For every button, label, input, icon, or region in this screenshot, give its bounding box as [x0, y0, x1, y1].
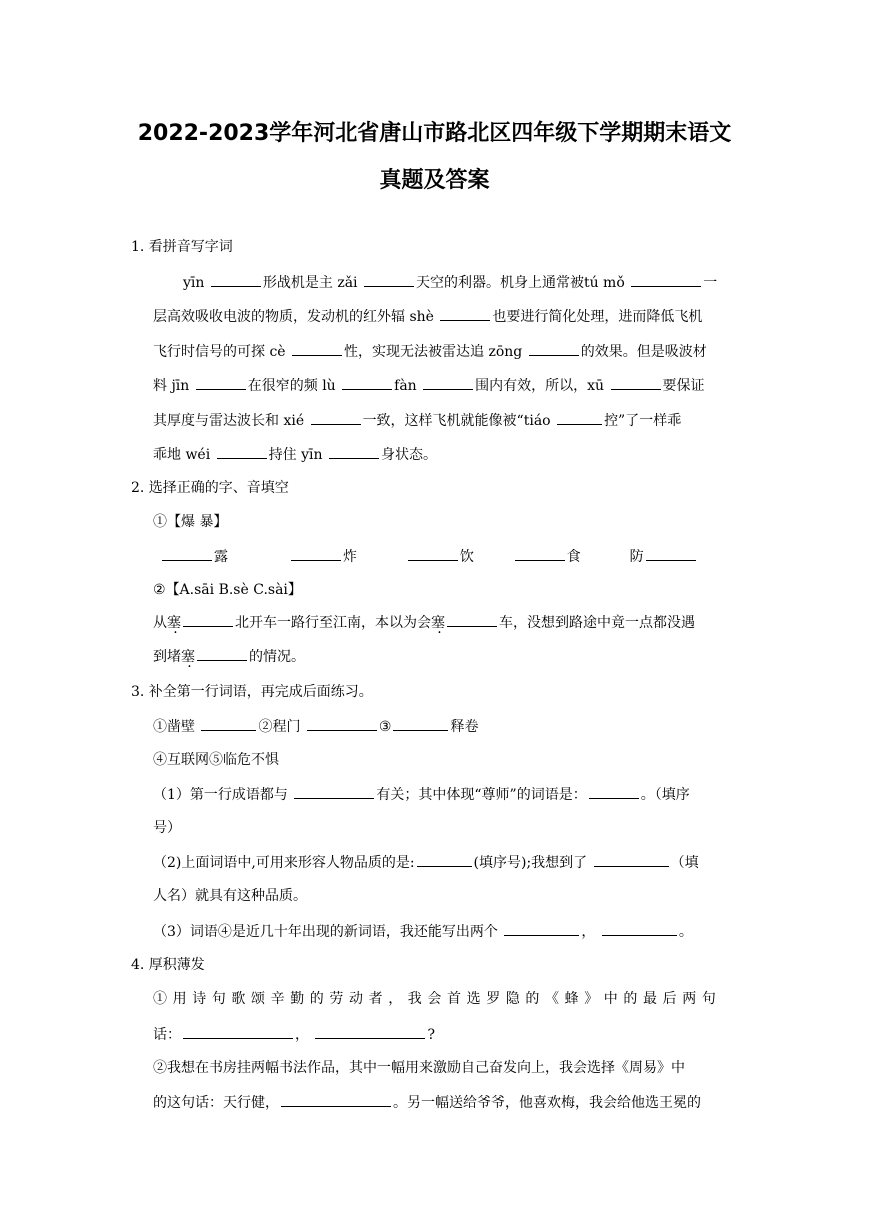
- answer-blank[interactable]: [311, 410, 361, 425]
- q3-part2-cont: 人名）就具有这种品质。: [153, 888, 307, 904]
- answer-blank[interactable]: [329, 444, 379, 459]
- answer-blank[interactable]: [183, 612, 233, 627]
- answer-blank[interactable]: [393, 716, 448, 731]
- q1-line3: 飞行时信号的可探 cè 性，实现无法被雷达追 zōng 的效果。但是吸波材: [153, 341, 707, 362]
- answer-blank[interactable]: [631, 272, 701, 287]
- q4-part1-cont: 话： ， ?: [153, 1024, 435, 1045]
- answer-blank[interactable]: [315, 1024, 425, 1039]
- q1-line2: 层高效吸收电波的物质，发动机的红外辐 shè 也要进行简化处理，进而降低飞机: [153, 306, 702, 327]
- q2-sub1: ①【爆 暴】: [153, 514, 228, 530]
- answer-blank[interactable]: [364, 272, 414, 287]
- answer-blank[interactable]: [183, 1024, 293, 1039]
- answer-blank[interactable]: [515, 546, 565, 561]
- answer-blank[interactable]: [602, 921, 677, 936]
- answer-blank[interactable]: [201, 716, 256, 731]
- answer-blank[interactable]: [211, 272, 261, 287]
- answer-blank[interactable]: [292, 341, 342, 356]
- answer-blank[interactable]: [423, 375, 473, 390]
- q1-line1: yīn 形战机是主 zǎi 天空的利器。机身上通常被tú mǒ 一: [183, 272, 717, 293]
- q4-heading: 4. 厚积薄发: [131, 957, 205, 973]
- answer-blank[interactable]: [294, 784, 374, 799]
- answer-blank[interactable]: [611, 375, 661, 390]
- answer-blank[interactable]: [408, 546, 458, 561]
- q2-line2: 到堵塞 的情况。: [153, 646, 305, 667]
- answer-blank[interactable]: [447, 612, 497, 627]
- q2-line1: 从塞 北开车一路行至江南，本以为会塞 车，没想到路途中竟一点都没遇: [153, 612, 695, 633]
- page-title-line1: 2022-2023学年河北省唐山市路北区四年级下学期期末语文: [137, 121, 732, 146]
- q4-part1: ①用诗句歌颂辛勤的劳动者，我会首选罗隐的《蜂》中的最后两句: [153, 991, 722, 1007]
- answer-blank[interactable]: [281, 1092, 391, 1107]
- answer-blank[interactable]: [594, 852, 669, 867]
- answer-blank[interactable]: [417, 852, 472, 867]
- q2-heading: 2. 选择正确的字、音填空: [131, 480, 289, 496]
- answer-blank[interactable]: [217, 444, 267, 459]
- q3-line1: ①凿壁 ②程门 ③ 释卷: [153, 716, 478, 737]
- q2-row: 露 炸 饮 食 防: [160, 546, 698, 567]
- page-title-line2: 真题及答案: [379, 168, 490, 193]
- answer-blank[interactable]: [504, 921, 579, 936]
- answer-blank[interactable]: [440, 306, 490, 321]
- answer-blank[interactable]: [307, 716, 377, 731]
- q3-heading: 3. 补全第一行词语，再完成后面练习。: [131, 684, 373, 700]
- answer-blank[interactable]: [291, 546, 341, 561]
- answer-blank[interactable]: [162, 546, 212, 561]
- answer-blank[interactable]: [646, 546, 696, 561]
- q2-sub2: ②【A.sāi B.sè C.sài】: [153, 582, 302, 598]
- q3-part1: （1）第一行成语都与 有关；其中体现“尊师”的词语是： 。（填序: [153, 784, 690, 805]
- answer-blank[interactable]: [529, 341, 579, 356]
- answer-blank[interactable]: [196, 375, 246, 390]
- answer-blank[interactable]: [557, 410, 602, 425]
- q1-line6: 乖地 wéi 持住 yīn 身状态。: [153, 444, 437, 465]
- answer-blank[interactable]: [342, 375, 392, 390]
- q4-part2: ②我想在书房挂两幅书法作品，其中一幅用来激励自己奋发向上，我会选择《周易》中: [153, 1060, 685, 1076]
- q3-part1-cont: 号）: [153, 820, 181, 836]
- answer-blank[interactable]: [197, 646, 247, 661]
- q3-part2: （2)上面词语中,可用来形容人物品质的是: (填序号);我想到了 （填: [153, 852, 699, 873]
- answer-blank[interactable]: [589, 784, 639, 799]
- q1-line5: 其厚度与雷达波长和 xié 一致，这样飞机就能像被“tiáo 控”了一样乖: [153, 410, 681, 431]
- q1-heading: 1. 看拼音写字词: [131, 239, 233, 255]
- q3-line2: ④互联网⑤临危不惧: [153, 752, 279, 768]
- q1-line4: 料 jīn 在很窄的频 lù fàn 围内有效，所以，xū 要保证: [153, 375, 705, 396]
- q4-part2-cont: 的这句话：天行健， 。另一幅送给爷爷，他喜欢梅，我会给他选王冕的: [153, 1092, 701, 1113]
- q3-part3: （3）词语④是近几十年出现的新词语，我还能写出两个 ， 。: [153, 921, 693, 942]
